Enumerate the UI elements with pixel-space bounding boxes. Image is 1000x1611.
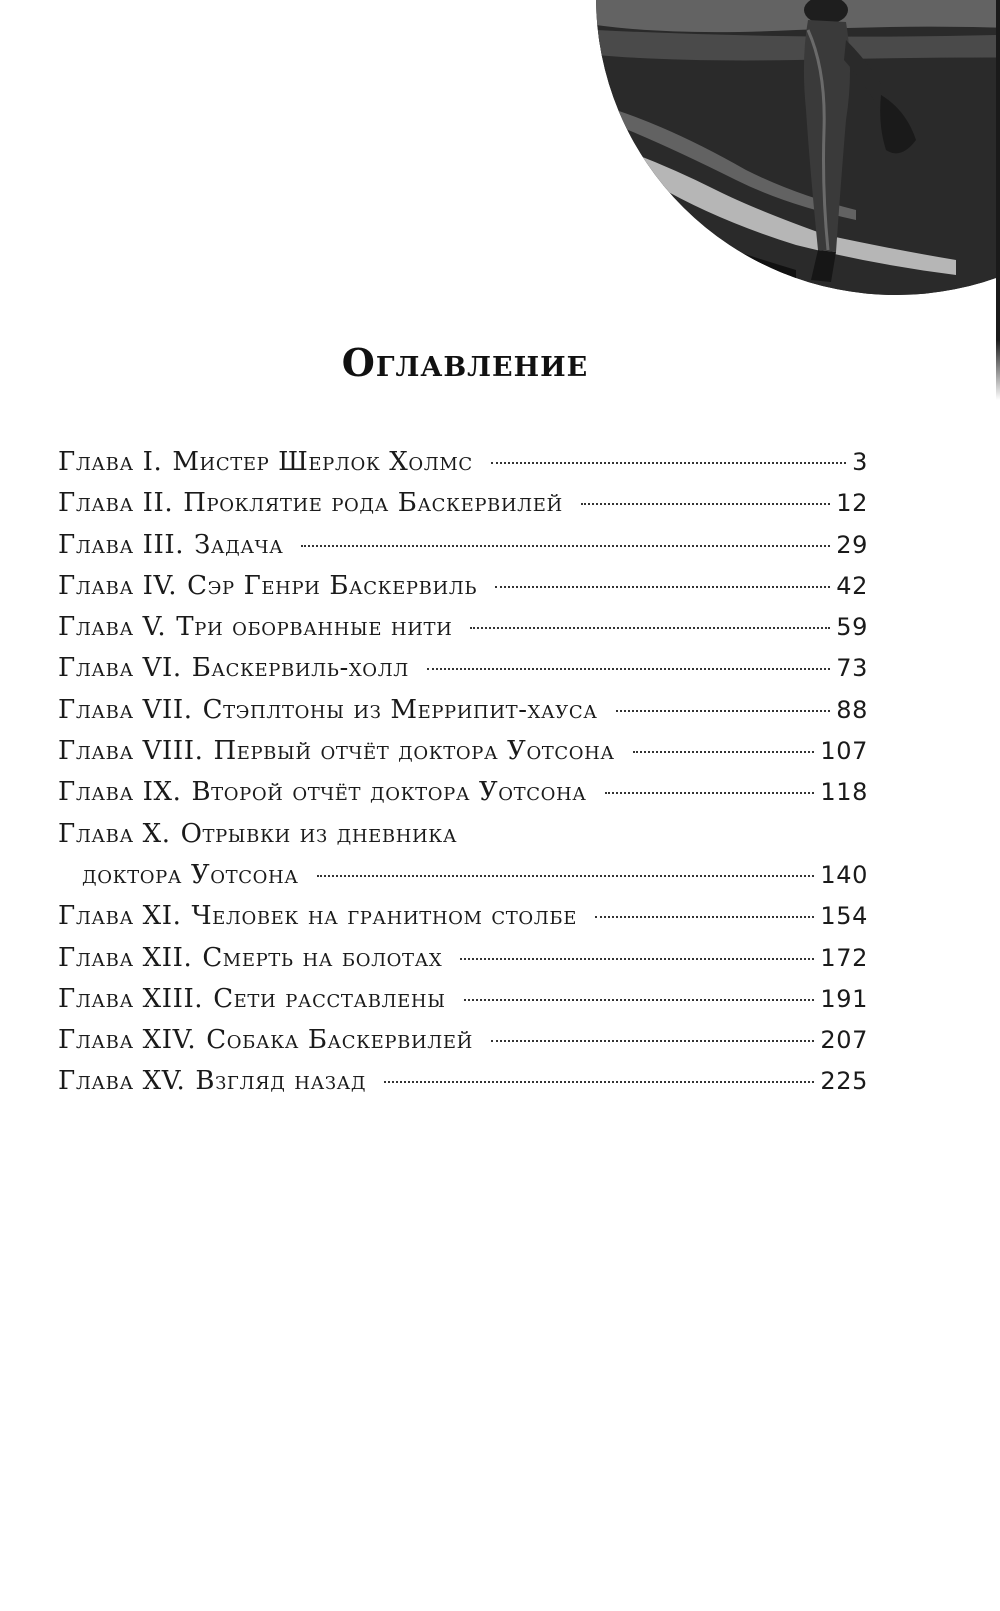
page-number: 154 <box>820 902 868 931</box>
page-number: 12 <box>836 489 868 518</box>
chapter-number: Глава XI. <box>58 901 182 932</box>
page-number: 225 <box>820 1067 868 1096</box>
chapter-number: Глава XIV. <box>58 1025 197 1056</box>
page-number: 107 <box>820 737 868 766</box>
dot-leader <box>301 545 830 547</box>
page-number: 88 <box>836 695 868 724</box>
chapter-number: Глава VIII. <box>58 736 204 767</box>
chapter-title: Баскервиль-холл <box>191 653 409 684</box>
page-number: 118 <box>820 778 868 807</box>
chapter-number: Глава VII. <box>58 694 193 725</box>
chapter-title: Стэплтоны из Меррипит-хауса <box>202 694 598 725</box>
chapter-title-continuation: доктора Уотсона <box>82 859 299 890</box>
toc-entry[interactable] <box>58 690 868 731</box>
chapter-number: Глава IV. <box>58 570 178 601</box>
toc-entry[interactable] <box>58 772 868 813</box>
toc-entry[interactable] <box>58 1020 868 1061</box>
chapter-number: Глава XII. <box>58 942 193 973</box>
dot-leader <box>460 958 814 960</box>
chapter-title: Смерть на болотах <box>202 942 443 973</box>
dot-leader <box>595 916 814 918</box>
chapter-title: Проклятие рода Баскервилей <box>183 488 563 519</box>
page-number: 42 <box>836 571 868 600</box>
toc-entry[interactable] <box>58 938 868 979</box>
chapter-title: Взгляд назад <box>195 1066 367 1097</box>
dot-leader <box>633 751 815 753</box>
chapter-number: Глава XV. <box>58 1066 186 1097</box>
dot-leader <box>491 1040 814 1042</box>
dot-leader <box>495 586 830 588</box>
toc-entry[interactable] <box>58 979 868 1020</box>
page-title: Оглавление <box>341 340 589 385</box>
toc-entry-continuation[interactable] <box>58 855 868 896</box>
chapter-number: Глава VI. <box>58 653 182 684</box>
page-number: 3 <box>852 448 868 476</box>
toc-entry[interactable] <box>58 483 868 524</box>
toc-entry[interactable] <box>58 525 868 566</box>
chapter-title: Собака Баскервилей <box>206 1025 473 1056</box>
toc-entry[interactable] <box>58 442 868 483</box>
page-number: 191 <box>820 984 868 1013</box>
dot-leader <box>384 1081 814 1083</box>
dot-leader <box>464 999 815 1001</box>
dot-leader <box>470 627 830 629</box>
chapter-title: Сэр Генри Баскервиль <box>187 570 478 601</box>
page-number: 172 <box>820 943 868 972</box>
table-of-contents <box>58 442 868 1103</box>
chapter-title: Задача <box>194 529 284 560</box>
chapter-number: Глава III. <box>58 529 185 560</box>
chapter-title: Отрывки из дневника <box>180 818 458 849</box>
page-number: 29 <box>836 530 868 559</box>
dot-leader <box>491 462 846 464</box>
chapter-number: Глава I. <box>58 447 163 477</box>
dot-leader <box>317 875 815 877</box>
dot-leader <box>605 792 815 794</box>
dot-leader <box>427 668 830 670</box>
chapter-title: Первый отчёт доктора Уотсона <box>213 736 615 767</box>
chapter-number: Глава XIII. <box>58 983 204 1014</box>
page-number: 59 <box>836 613 868 642</box>
dot-leader <box>616 710 831 712</box>
chapter-title: Второй отчёт доктора Уотсона <box>191 777 587 808</box>
chapter-number: Глава V. <box>58 612 167 643</box>
chapter-title: Сети расставлены <box>213 983 446 1014</box>
toc-entry[interactable] <box>58 1061 868 1102</box>
chapter-number: Глава IX. <box>58 777 182 808</box>
toc-entry[interactable] <box>58 814 868 855</box>
page-number: 140 <box>820 860 868 889</box>
page-edge-shadow <box>996 0 1000 400</box>
toc-entry[interactable] <box>58 607 868 648</box>
moor-figure-illustration <box>596 0 1000 295</box>
chapter-number: Глава II. <box>58 488 174 519</box>
chapter-title: Человек на гранитном столбе <box>191 901 577 932</box>
toc-entry[interactable] <box>58 896 868 937</box>
toc-entry[interactable] <box>58 648 868 689</box>
toc-entry[interactable] <box>58 731 868 772</box>
chapter-title: Три оборванные нити <box>176 612 453 643</box>
page-number: 73 <box>836 654 868 683</box>
chapter-title: Мистер Шерлок Холмс <box>172 447 473 477</box>
toc-entry[interactable] <box>58 566 868 607</box>
dot-leader <box>581 503 830 505</box>
chapter-number: Глава X. <box>58 818 171 849</box>
page-number: 207 <box>820 1026 868 1055</box>
